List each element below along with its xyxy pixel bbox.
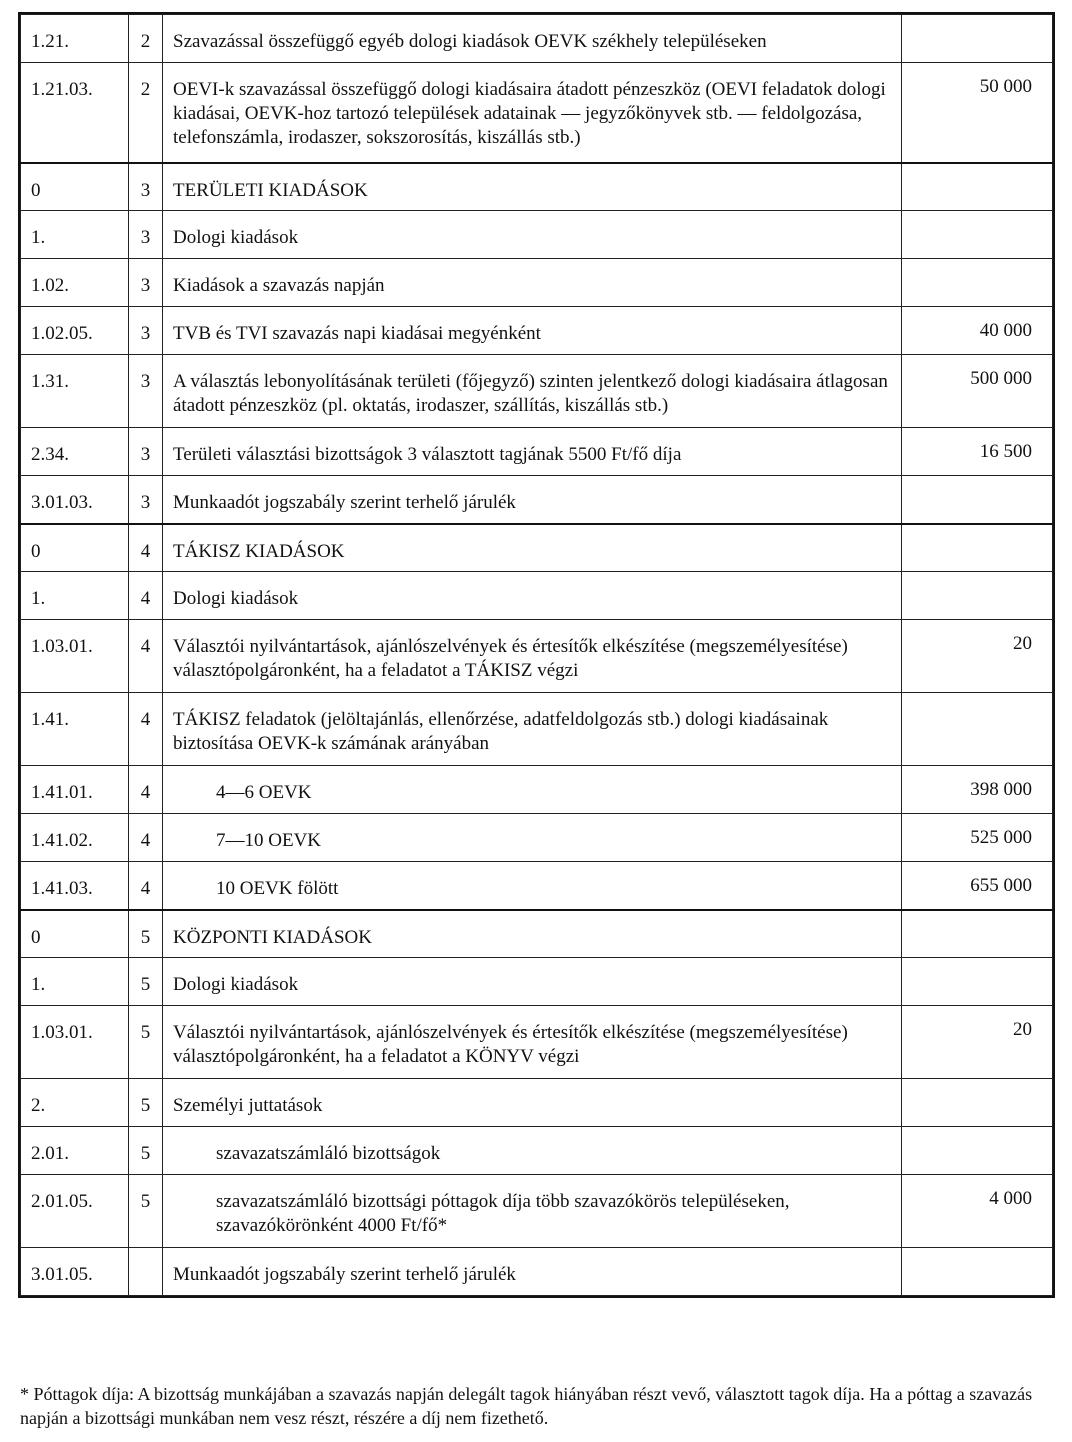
row-amount-cell — [902, 259, 1053, 307]
table-row — [21, 63, 1053, 163]
row-amount-cell: 4 000 — [902, 1175, 1053, 1248]
row-amount-cell — [902, 163, 1053, 211]
row-level-cell: 3 — [129, 428, 163, 476]
table-row — [21, 307, 1053, 355]
row-amount-cell — [902, 910, 1053, 958]
row-amount-cell — [902, 476, 1053, 524]
row-code-cell: 1.41.02. — [21, 814, 129, 862]
table-row — [21, 814, 1053, 862]
row-code-cell: 1.03.01. — [21, 620, 129, 693]
row-description-cell: Választói nyilvántartások, ajánlószelvények és értesítők elkészítése (megszemélyesítése) választópolgáronként, ha a feladatot a KÖNYV végzi — [163, 1006, 902, 1079]
row-description-cell: 4—6 OEVK — [163, 766, 902, 814]
row-description-cell: Szavazással összefüggő egyéb dologi kiadások OEVK székhely településeken — [163, 15, 902, 63]
row-amount-cell: 655 000 — [902, 862, 1053, 910]
row-code-cell: 1.02. — [21, 259, 129, 307]
row-description-cell: KÖZPONTI KIADÁSOK — [163, 910, 902, 958]
row-amount-cell — [902, 1248, 1053, 1296]
table-row — [21, 1006, 1053, 1079]
row-level-cell: 5 — [129, 1175, 163, 1248]
row-code-cell: 1.21.03. — [21, 63, 129, 163]
row-level-cell: 4 — [129, 620, 163, 693]
row-description-cell: szavazatszámláló bizottságok — [163, 1127, 902, 1175]
row-level-cell: 3 — [129, 355, 163, 428]
table-row — [21, 163, 1053, 211]
row-code-cell: 1.41.03. — [21, 862, 129, 910]
table-row — [21, 476, 1053, 524]
row-code-cell: 3.01.03. — [21, 476, 129, 524]
row-description-cell: TERÜLETI KIADÁSOK — [163, 163, 902, 211]
row-level-cell: 2 — [129, 63, 163, 163]
row-code-cell: 3.01.05. — [21, 1248, 129, 1296]
row-description-cell: 10 OEVK fölött — [163, 862, 902, 910]
row-code-cell: 1.02.05. — [21, 307, 129, 355]
row-description-cell: Területi választási bizottságok 3 választott tagjának 5500 Ft/fő díja — [163, 428, 902, 476]
row-code-cell: 1.41. — [21, 693, 129, 766]
row-description-cell: A választás lebonyolításának területi (főjegyző) szinten jelentkező dologi kiadásaira átlagosan átadott pénzeszköz (pl. oktatás, irodaszer, szállítás, kiszállás stb.) — [163, 355, 902, 428]
row-code-cell: 1.21. — [21, 15, 129, 63]
row-amount-cell — [902, 1079, 1053, 1127]
row-amount-cell: 20 — [902, 1006, 1053, 1079]
row-amount-cell — [902, 15, 1053, 63]
budget-table-body — [21, 15, 1053, 1296]
row-code-cell: 2. — [21, 1079, 129, 1127]
row-code-cell: 1. — [21, 958, 129, 1006]
row-level-cell: 4 — [129, 862, 163, 910]
table-row — [21, 1248, 1053, 1296]
row-description-cell: Munkaadót jogszabály szerint terhelő járulék — [163, 476, 902, 524]
table-row — [21, 693, 1053, 766]
row-description-cell: 7—10 OEVK — [163, 814, 902, 862]
row-description-cell: Dologi kiadások — [163, 572, 902, 620]
row-level-cell: 5 — [129, 958, 163, 1006]
row-amount-cell — [902, 958, 1053, 1006]
row-description-cell: Személyi juttatások — [163, 1079, 902, 1127]
row-code-cell: 2.01.05. — [21, 1175, 129, 1248]
row-code-cell: 2.01. — [21, 1127, 129, 1175]
table-row — [21, 524, 1053, 572]
row-description-cell: Kiadások a szavazás napján — [163, 259, 902, 307]
row-amount-cell: 500 000 — [902, 355, 1053, 428]
row-description-cell: TÁKISZ feladatok (jelöltajánlás, ellenőrzése, adatfeldolgozás stb.) dologi kiadásainak biztosítása OEVK-k számának arányában — [163, 693, 902, 766]
row-level-cell: 3 — [129, 476, 163, 524]
row-description-cell: Választói nyilvántartások, ajánlószelvények és értesítők elkészítése (megszemélyesítése) választópolgáronként, ha a feladatot a TÁKISZ végzi — [163, 620, 902, 693]
row-level-cell: 3 — [129, 211, 163, 259]
row-code-cell: 2.34. — [21, 428, 129, 476]
row-amount-cell: 40 000 — [902, 307, 1053, 355]
table-row — [21, 958, 1053, 1006]
row-amount-cell: 50 000 — [902, 63, 1053, 163]
row-level-cell: 3 — [129, 307, 163, 355]
row-description-cell: TÁKISZ KIADÁSOK — [163, 524, 902, 572]
row-code-cell: 0 — [21, 910, 129, 958]
row-code-cell: 0 — [21, 524, 129, 572]
table-row — [21, 15, 1053, 63]
row-amount-cell: 525 000 — [902, 814, 1053, 862]
row-amount-cell: 16 500 — [902, 428, 1053, 476]
table-row — [21, 1175, 1053, 1248]
table-row — [21, 910, 1053, 958]
row-level-cell: 4 — [129, 814, 163, 862]
row-amount-cell — [902, 524, 1053, 572]
row-code-cell: 1. — [21, 572, 129, 620]
row-description-cell: Munkaadót jogszabály szerint terhelő járulék — [163, 1248, 902, 1296]
row-description-cell: szavazatszámláló bizottsági póttagok díja több szavazókörös településeken, szavazókörönként 4000 Ft/fő* — [163, 1175, 902, 1248]
table-row — [21, 572, 1053, 620]
row-code-cell: 1.03.01. — [21, 1006, 129, 1079]
row-amount-cell — [902, 1127, 1053, 1175]
table-row — [21, 1127, 1053, 1175]
row-level-cell: 4 — [129, 693, 163, 766]
table-row — [21, 766, 1053, 814]
row-amount-cell: 398 000 — [902, 766, 1053, 814]
table-row — [21, 1079, 1053, 1127]
row-level-cell: 5 — [129, 1079, 163, 1127]
row-amount-cell: 20 — [902, 620, 1053, 693]
table-row — [21, 211, 1053, 259]
row-level-cell: 2 — [129, 15, 163, 63]
row-code-cell: 1.41.01. — [21, 766, 129, 814]
row-level-cell: 3 — [129, 163, 163, 211]
table-row — [21, 620, 1053, 693]
budget-table — [20, 14, 1053, 1296]
table-row — [21, 862, 1053, 910]
row-description-cell: Dologi kiadások — [163, 211, 902, 259]
row-level-cell: 5 — [129, 1006, 163, 1079]
row-level-cell: 4 — [129, 572, 163, 620]
row-code-cell: 0 — [21, 163, 129, 211]
row-level-cell: 5 — [129, 1127, 163, 1175]
row-code-cell: 1. — [21, 211, 129, 259]
table-row — [21, 259, 1053, 307]
row-description-cell: Dologi kiadások — [163, 958, 902, 1006]
row-level-cell: 4 — [129, 766, 163, 814]
row-code-cell: 1.31. — [21, 355, 129, 428]
table-row — [21, 428, 1053, 476]
row-level-cell: 5 — [129, 910, 163, 958]
row-description-cell: TVB és TVI szavazás napi kiadásai megyénként — [163, 307, 902, 355]
row-level-cell: 3 — [129, 259, 163, 307]
table-row — [21, 355, 1053, 428]
row-amount-cell — [902, 572, 1053, 620]
row-amount-cell — [902, 211, 1053, 259]
footnote: * Póttagok díja: A bizottság munkájában a szavazás napján delegált tagok hiányában részt vevő, választott tagok díja. Ha a póttag a szavazás napján a bizottsági munkában nem vesz részt, részére a díj nem fizethető. — [20, 1384, 1033, 1428]
row-level-cell: 4 — [129, 524, 163, 572]
row-description-cell: OEVI-k szavazással összefüggő dologi kiadásaira átadott pénzeszköz (OEVI feladatok dologi kiadásai, OEVK-hoz tartozó települések adatainak — jegyzőkönyvek stb. — feldolgozása, telefonszámla, irodaszer, sokszorosítás, kiszállás stb.) — [163, 63, 902, 163]
row-level-cell — [129, 1248, 163, 1296]
row-amount-cell — [902, 693, 1053, 766]
